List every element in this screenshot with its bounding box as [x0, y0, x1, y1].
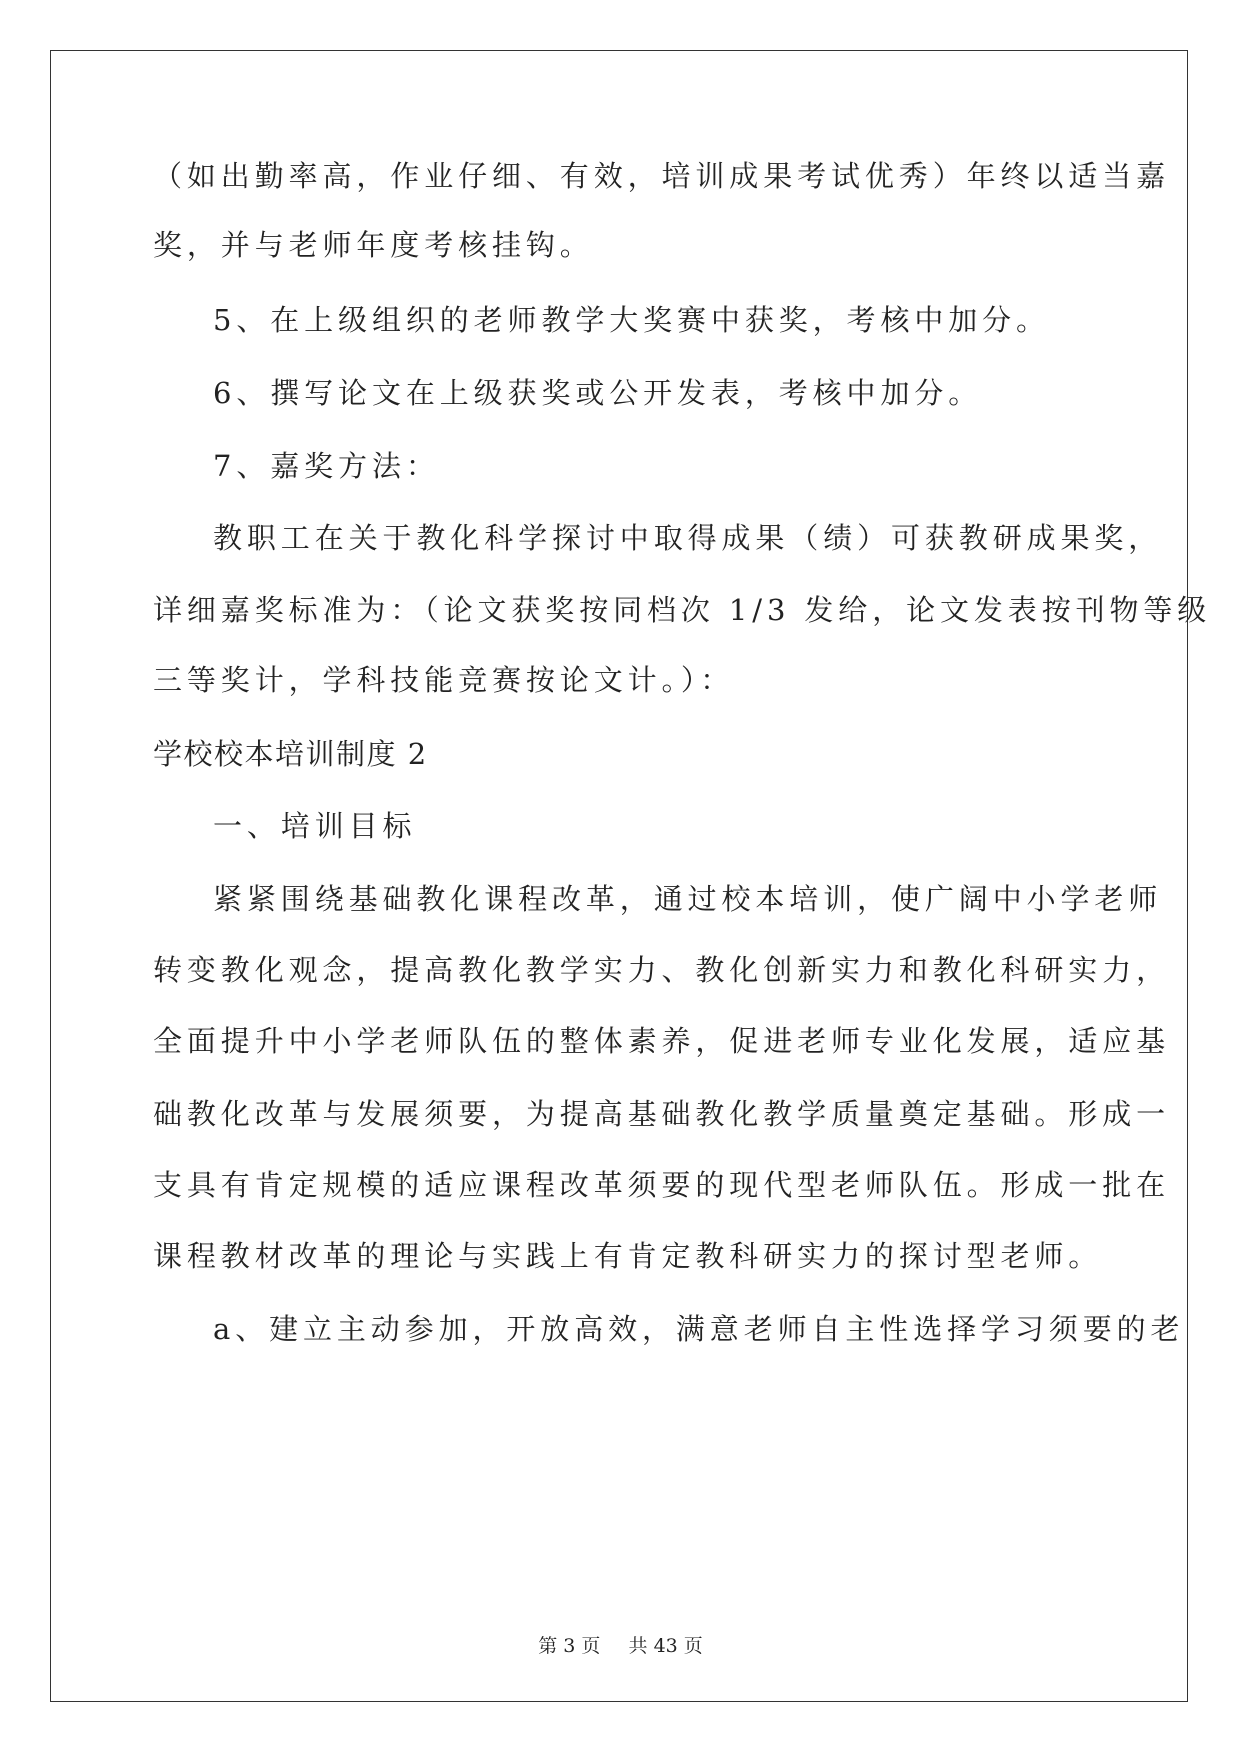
text-line: 全面提升中小学老师队伍的整体素养，促进老师专业化发展，适应基: [153, 1024, 1171, 1058]
section-subheading: 一、培训目标: [213, 809, 417, 843]
text-line: 紧紧围绕基础教化课程改革，通过校本培训，使广阔中小学老师: [213, 882, 1163, 916]
text-line: 支具有肯定规模的适应课程改革须要的现代型老师队伍。形成一批在: [153, 1168, 1171, 1202]
text-line: 础教化改革与发展须要，为提高基础教化教学质量奠定基础。形成一: [153, 1097, 1171, 1131]
page-total: 共 43 页: [628, 1635, 703, 1657]
text-line: 奖，并与老师年度考核挂钩。: [153, 228, 594, 262]
text-line: （如出勤率高，作业仔细、有效，培训成果考试优秀）年终以适当嘉: [153, 159, 1171, 193]
text-line: 转变教化观念，提高教化教学实力、教化创新实力和教化科研实力，: [153, 953, 1171, 987]
text-line: 6、撰写论文在上级获奖或公开发表，考核中加分。: [213, 376, 983, 410]
text-line: 5、在上级组织的老师教学大奖赛中获奖，考核中加分。: [213, 303, 1050, 337]
text-line: 课程教材改革的理论与实践上有肯定教科研实力的探讨型老师。: [153, 1239, 1103, 1273]
text-line: 教职工在关于教化科学探讨中取得成果（绩）可获教研成果奖，: [213, 521, 1163, 555]
text-line: 7、嘉奖方法：: [213, 449, 440, 483]
text-line: 详细嘉奖标准为：（论文获奖按同档次 1/3 发给，论文发表按刊物等级: [153, 593, 1212, 627]
page-border: [50, 50, 1212, 1702]
page-footer: [0, 1634, 1241, 1658]
text-line: 三等奖计，学科技能竞赛按论文计。）：: [153, 663, 735, 697]
section-heading: 学校校本培训制度 2: [153, 737, 428, 771]
text-line: a、建立主动参加，开放高效，满意老师自主性选择学习须要的老: [213, 1312, 1185, 1346]
page-number: 第 3 页: [538, 1635, 601, 1657]
